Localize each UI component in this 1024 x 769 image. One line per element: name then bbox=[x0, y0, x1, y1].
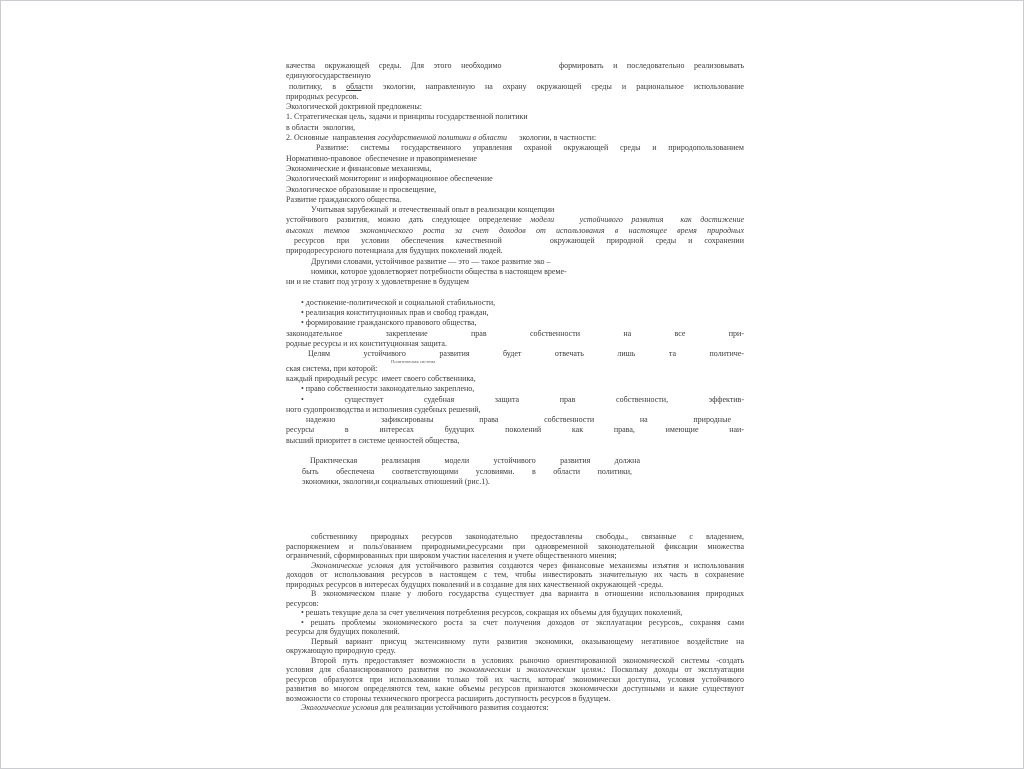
text-line bbox=[286, 637, 744, 647]
text-segment: природных ресурсов в интересах будущих поколений и в создание для них качественной окружающей -среды. bbox=[286, 579, 664, 589]
text-segment: устойчивого развития, можно дать следующее определение bbox=[286, 215, 531, 225]
text-block-top bbox=[286, 61, 744, 487]
text-segment: для реализации устойчивого развития создаются: bbox=[378, 703, 549, 712]
text-line bbox=[286, 561, 744, 571]
text-segment: Экологическое образование и просвещение, bbox=[286, 184, 437, 194]
text-line bbox=[286, 226, 744, 236]
text-segment: экологии, в частности: bbox=[507, 133, 597, 143]
text-segment: единуюгосударственную bbox=[286, 71, 371, 81]
text-line bbox=[302, 456, 640, 466]
text-line bbox=[286, 599, 744, 609]
text-segment: родные ресурсы и их конституционная защита. bbox=[286, 339, 447, 349]
text-line bbox=[286, 349, 744, 359]
text-line bbox=[286, 627, 744, 637]
text-line bbox=[286, 236, 744, 246]
text-segment bbox=[286, 446, 288, 455]
text-line bbox=[286, 665, 744, 675]
text-line bbox=[286, 195, 744, 205]
text-segment: надежно зафиксированы права собственности на природные bbox=[306, 415, 731, 425]
text-line bbox=[286, 123, 744, 133]
text-segment: Экологический мониторинг и информационное обеспечение bbox=[286, 174, 493, 184]
text-line bbox=[286, 618, 744, 628]
text-segment: • существует судебная защита прав собственности, эффектив- bbox=[301, 394, 744, 404]
text-segment: • решать проблемы экономического роста за счет получения доходов от эксплуатации ресурсов,, сохраняя сами bbox=[301, 617, 744, 627]
text-segment: • достижение-политической и социальной стабильности, bbox=[301, 297, 496, 307]
text-line bbox=[286, 164, 744, 174]
text-segment: • формирование гражданского правового общества, bbox=[301, 318, 477, 328]
text-line bbox=[286, 551, 744, 561]
text-block-bottom bbox=[286, 532, 744, 713]
text-segment: окружающую природную среду. bbox=[286, 646, 396, 655]
text-line bbox=[286, 61, 744, 71]
text-line bbox=[286, 703, 744, 713]
text-segment: Практическая реализация модели устойчивого развития должна bbox=[310, 456, 640, 466]
text-segment: в области экологии, bbox=[286, 122, 356, 132]
text-line bbox=[286, 608, 744, 618]
text-line bbox=[286, 174, 744, 184]
text-line bbox=[286, 329, 744, 339]
text-line bbox=[286, 684, 744, 694]
text-line bbox=[286, 133, 744, 143]
text-segment: доходов от использования ресурсов в настоящем с тем, чтобы инвестировать значительную их часть в сохранение bbox=[286, 570, 744, 579]
italic-text-segment: экономическим и экологическим целям bbox=[459, 665, 602, 674]
text-segment: собственнику природных ресурсов законодательно предоставлены свободы., связанные с владением, bbox=[311, 532, 744, 541]
text-segment: природных ресурсов. bbox=[286, 91, 359, 101]
text-segment: ресурсов: bbox=[286, 598, 319, 608]
text-line bbox=[286, 215, 744, 225]
text-line bbox=[286, 143, 744, 153]
text-segment: природоресурсного потенциала для будущих поколений людей. bbox=[286, 246, 503, 256]
text-segment: Развитие: системы государственного управления охраной окружающей среды и природопользованием bbox=[316, 143, 744, 153]
text-segment: ни и не ставит под угрозу х удовлетврение в будущем bbox=[286, 277, 469, 287]
text-line bbox=[286, 675, 744, 685]
text-segment: ресурсов при условии обеспечения качественной окружающей природной среды и сохранении bbox=[294, 236, 744, 246]
text-line bbox=[286, 532, 744, 542]
text-line bbox=[286, 339, 744, 349]
text-line bbox=[286, 542, 744, 552]
text-segment: ного судопроизводства и исполнения судебных решений, bbox=[286, 404, 481, 414]
text-line bbox=[286, 425, 744, 435]
text-segment: 1. Стратегическая цель, задачи и принципы государственной политики bbox=[286, 112, 528, 122]
text-line bbox=[286, 694, 744, 704]
text-line bbox=[286, 267, 744, 277]
text-segment: • право собственности законодательно закреплено, bbox=[301, 384, 475, 394]
text-segment: Нормативно-правовое обеспечение и правоприменение bbox=[286, 153, 477, 163]
text-line bbox=[286, 71, 744, 81]
text-line bbox=[286, 298, 744, 308]
text-segment: Другими словами, устойчивое развитие — это — такое развитие эко – bbox=[311, 256, 551, 266]
text-segment bbox=[286, 288, 288, 297]
text-line bbox=[286, 277, 744, 287]
text-segment: распоряжением и польз'ованием природными,ресурсами при одновременной законодательной фиксации множества bbox=[286, 541, 744, 551]
text-segment: условия для сбалансированного развития по bbox=[286, 665, 460, 674]
text-line bbox=[286, 589, 744, 599]
text-segment: ресурсы для будущих поколений. bbox=[286, 627, 400, 636]
text-line bbox=[286, 318, 744, 328]
text-line bbox=[286, 154, 744, 164]
text-line bbox=[286, 646, 744, 656]
text-line bbox=[286, 246, 744, 256]
text-line bbox=[286, 446, 744, 456]
text-segment: Экономические и финансовые механизмы, bbox=[286, 163, 432, 173]
text-line bbox=[286, 288, 744, 298]
text-line bbox=[286, 185, 744, 195]
text-line bbox=[302, 477, 632, 487]
text-line bbox=[286, 102, 744, 112]
italic-text-segment: Экологические условия bbox=[301, 703, 379, 712]
text-line bbox=[286, 257, 744, 267]
text-segment: • реализация конституционных прав и свобод граждан, bbox=[301, 308, 489, 318]
italic-text-segment: государственной политики в области bbox=[377, 133, 508, 143]
text-line bbox=[286, 205, 744, 215]
text-segment: качества окружающей среды. Для этого необходимо формировать и последовательно реализовывать bbox=[286, 61, 744, 70]
text-segment: номики, которое удовлетворяет потребности общества в настоящем време- bbox=[311, 266, 567, 276]
text-line bbox=[286, 92, 744, 102]
text-line bbox=[286, 374, 744, 384]
text-line bbox=[302, 467, 632, 477]
text-line bbox=[286, 112, 744, 122]
text-segment: Первый вариант присущ экстенсивному пути развития экономики, оказывающему негативное воздействие на bbox=[311, 636, 744, 646]
italic-text-segment: Экономические условия bbox=[311, 560, 394, 570]
text-segment: для устойчивого развития создаются через финансовые механизмы изъятия и использования bbox=[393, 560, 744, 570]
text-segment: ресурсов образуются при использовании только той их части, которая' экономически доступна, условия устойчивого bbox=[286, 674, 744, 684]
text-line bbox=[286, 436, 744, 446]
text-line bbox=[286, 656, 744, 666]
text-segment: Целям устойчивого развития будет отвечать лишь та политиче- bbox=[308, 349, 744, 359]
underlined-text-segment: обла bbox=[346, 81, 362, 91]
text-segment: каждый природный ресурс имеет своего собственника, bbox=[286, 373, 476, 383]
text-segment: ограничений, сформированных при широком участии населения и учете общественного мнения; bbox=[286, 551, 617, 560]
text-line bbox=[286, 364, 744, 374]
text-line bbox=[286, 395, 744, 405]
italic-text-segment: высоких темпов экономического роста за счет доходов от использования в настоящее время природных bbox=[286, 225, 744, 235]
italic-text-segment: модели устойчивого развития как достижение bbox=[530, 215, 745, 225]
text-segment: ская система, при которой: bbox=[286, 363, 378, 373]
text-line bbox=[286, 415, 731, 425]
text-segment: Второй путь предоставляет возможности в условиях рыночно ориентированной экономической системы -создать bbox=[311, 655, 744, 665]
text-line bbox=[286, 308, 744, 318]
text-segment: Политическая система bbox=[391, 358, 436, 364]
text-segment: экономики, экологии,и социальных отношений (рис.1). bbox=[302, 476, 490, 486]
text-segment: политику, в bbox=[289, 81, 347, 91]
text-line bbox=[286, 580, 744, 590]
text-segment: • решать текущие дела за счет увеличения потребления ресурсов, сокращая их объемы для будущих поколений, bbox=[301, 608, 683, 617]
text-segment: .: Поскольку доходы от эксплуатации bbox=[601, 665, 744, 674]
text-line bbox=[286, 570, 744, 580]
text-segment: развития во многом определяются тем, какие объемы ресурсов признаются экономически доступными и какие существуют bbox=[286, 684, 744, 693]
text-segment: законодательное закрепление прав собственности на все при- bbox=[286, 328, 744, 338]
text-line bbox=[286, 384, 744, 394]
text-segment: ресурсы в интересах будущих поколений как права, имеющие наи- bbox=[286, 425, 744, 435]
text-segment: высший приоритет в системе ценностей общества, bbox=[286, 435, 460, 445]
text-segment: Развитие гражданского общества. bbox=[286, 194, 402, 204]
text-segment: быть обеспечена соответствующими условиями. в области политики, bbox=[302, 466, 632, 476]
text-segment: Учитывая зарубежный и отечественный опыт в реализации концепции bbox=[311, 205, 555, 215]
text-line bbox=[286, 405, 744, 415]
text-segment: В экономическом плане у любого государства существует два варианта в отношении использования природных bbox=[311, 589, 744, 598]
text-segment: сти экологии, направленную на охрану окружающей среды и рациональное использование bbox=[361, 81, 744, 91]
text-line bbox=[286, 82, 744, 92]
text-segment: возможности со стороны технического прогресса расширить доступность ресурсов в будущем. bbox=[286, 693, 611, 703]
text-segment: Экологической доктриной предложены: bbox=[286, 102, 423, 112]
text-segment: 2. Основные направления bbox=[286, 133, 378, 143]
